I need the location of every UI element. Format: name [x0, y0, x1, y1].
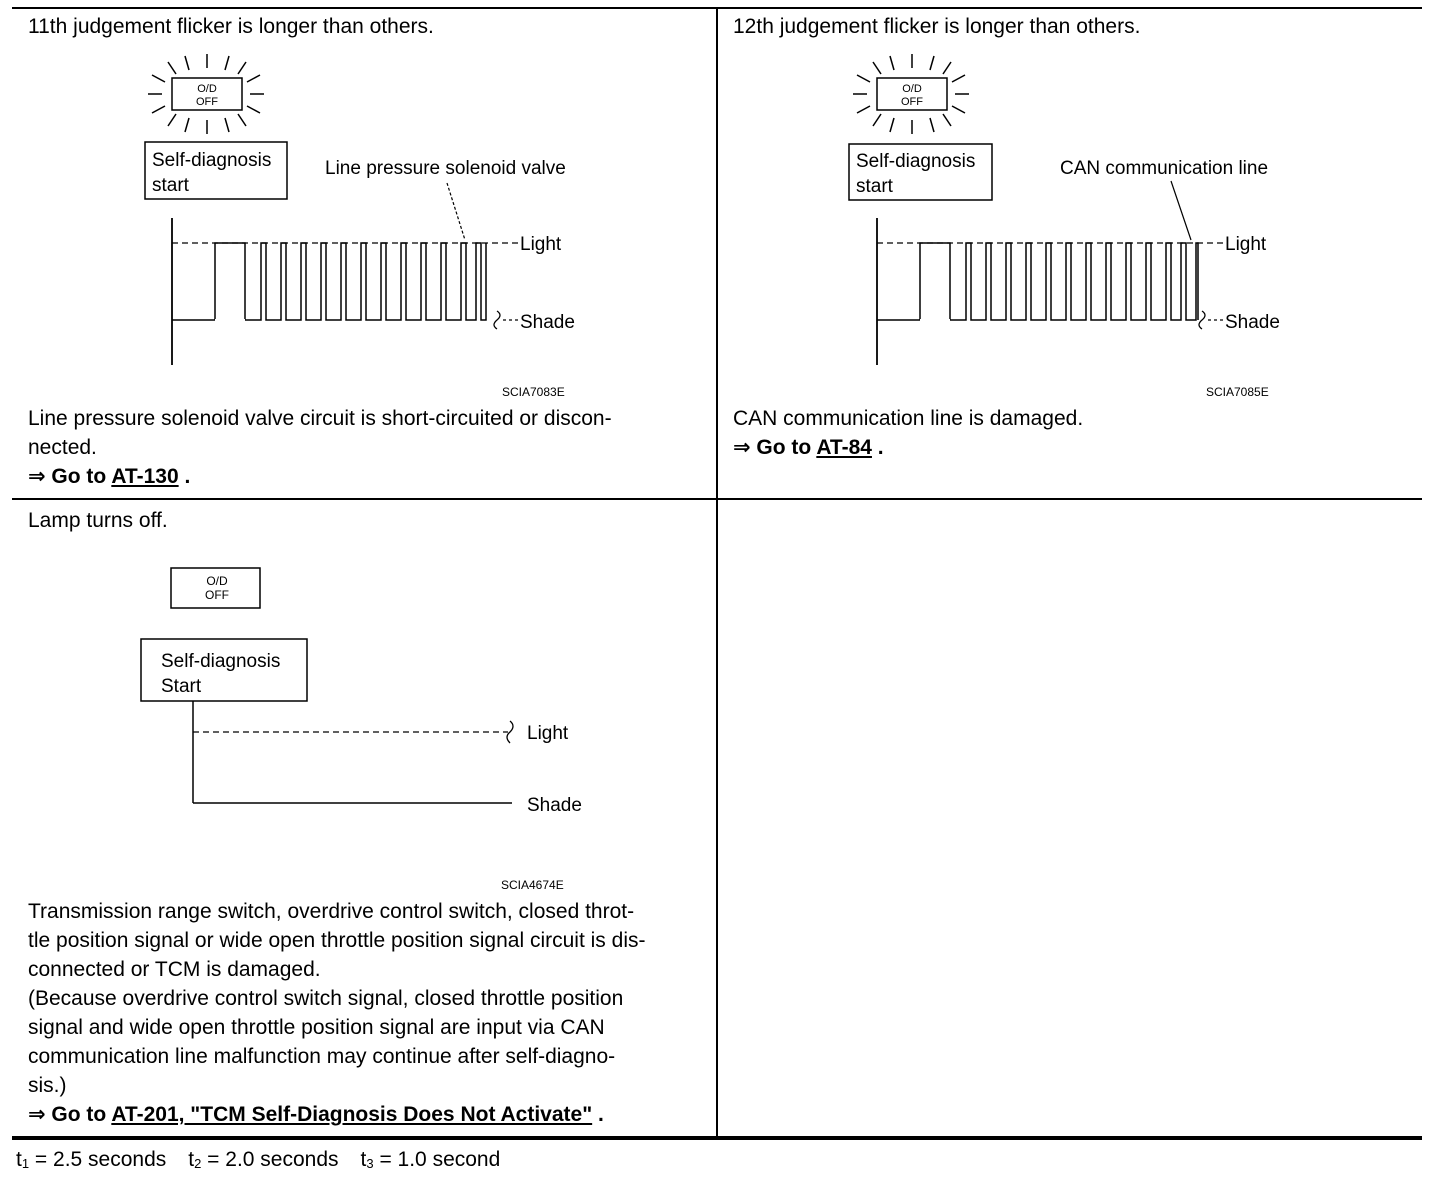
desc-line: communication line malfunction may continue after self-diagno-: [28, 1045, 616, 1068]
t1-subscript: 1: [21, 1156, 30, 1171]
t2-subscript: 2: [194, 1156, 202, 1171]
t3-value: = 1.0 second: [373, 1148, 501, 1171]
link-at-201[interactable]: AT-201, "TCM Self-Diagnosis Does Not Activate": [111, 1103, 593, 1126]
desc-line: tle position signal or wide open throttle position signal circuit is dis-: [28, 929, 646, 952]
callout-label: CAN communication line: [1060, 158, 1269, 179]
desc-line: sis.): [28, 1074, 67, 1097]
desc-line: Line pressure solenoid valve circuit is short-circuited or discon-: [28, 407, 612, 430]
goto-prefix: ⇒ Go to: [28, 1103, 112, 1126]
callout-label: Line pressure solenoid valve: [325, 158, 566, 179]
desc-line: Transmission range switch, overdrive control switch, closed throt-: [28, 900, 635, 923]
t3-subscript: 3: [366, 1156, 374, 1171]
lamp-text-off: OFF: [205, 588, 229, 602]
desc-line: nected.: [28, 436, 97, 459]
light-label: Light: [527, 723, 569, 744]
cell-12-heading: 12th judgement flicker is longer than others.: [733, 15, 1141, 38]
cell-off-heading: Lamp turns off.: [28, 509, 168, 532]
light-label: Light: [520, 234, 562, 255]
lamp-text-off: OFF: [196, 96, 218, 108]
figure-id: SCIA7083E: [502, 385, 565, 399]
figure-id: SCIA7085E: [1206, 385, 1269, 399]
lamp-text-od: O/D: [902, 83, 922, 95]
goto-line: [733, 433, 1413, 462]
callout-leader: [1171, 181, 1191, 240]
link-at-130[interactable]: AT-130: [111, 465, 179, 488]
goto-prefix: ⇒ Go to: [733, 436, 817, 459]
goto-suffix: .: [592, 1103, 604, 1126]
link-at-84[interactable]: AT-84: [816, 436, 872, 459]
flicker-waveform: [172, 243, 486, 320]
lamp-text-od: O/D: [206, 574, 228, 588]
cell-12-description: [733, 404, 1413, 462]
t1-value: = 2.5 seconds: [29, 1148, 167, 1171]
desc-line: signal and wide open throttle position signal are input via CAN: [28, 1016, 605, 1039]
goto-suffix: .: [178, 465, 191, 488]
t3-symbol: t: [360, 1148, 367, 1171]
desc-line: CAN communication line is damaged.: [733, 407, 1084, 430]
figure-id: SCIA4674E: [501, 878, 564, 892]
cell-11-description: [28, 404, 708, 491]
self-diagnosis-label: Self-diagnosis: [856, 151, 976, 172]
goto-line: [28, 1100, 714, 1129]
shade-label: Shade: [527, 795, 582, 816]
cell-11-heading: 11th judgement flicker is longer than others.: [28, 15, 434, 38]
footer-timings: [16, 1146, 500, 1178]
t2-value: = 2.0 seconds: [201, 1148, 339, 1171]
lamp-text-od: O/D: [197, 83, 217, 95]
light-label: Light: [1225, 234, 1267, 255]
desc-line: connected or TCM is damaged.: [28, 958, 321, 981]
self-diagnosis-label-2: start: [856, 176, 893, 197]
flicker-waveform: [877, 243, 1198, 320]
break-mark: [494, 311, 500, 329]
shade-label: Shade: [520, 312, 575, 333]
desc-line: (Because overdrive control switch signal, closed throttle position: [28, 987, 624, 1010]
lamp-text-off: OFF: [901, 96, 923, 108]
callout-leader: [447, 183, 465, 240]
self-diagnosis-label: Self-diagnosis: [152, 150, 272, 171]
self-diagnosis-label: Self-diagnosis: [161, 651, 281, 672]
cell-off-description: [28, 897, 714, 1129]
goto-prefix: ⇒ Go to: [28, 465, 112, 488]
cell-off-figure: [0, 500, 716, 900]
shade-label: Shade: [1225, 312, 1280, 333]
goto-line: [28, 462, 708, 491]
self-diagnosis-label-2: start: [152, 175, 189, 196]
self-diagnosis-label-2: Start: [161, 676, 202, 697]
break-mark: [1199, 311, 1205, 329]
goto-suffix: .: [871, 436, 884, 459]
t1-symbol: t: [16, 1148, 22, 1171]
t2-symbol: t: [188, 1148, 195, 1171]
